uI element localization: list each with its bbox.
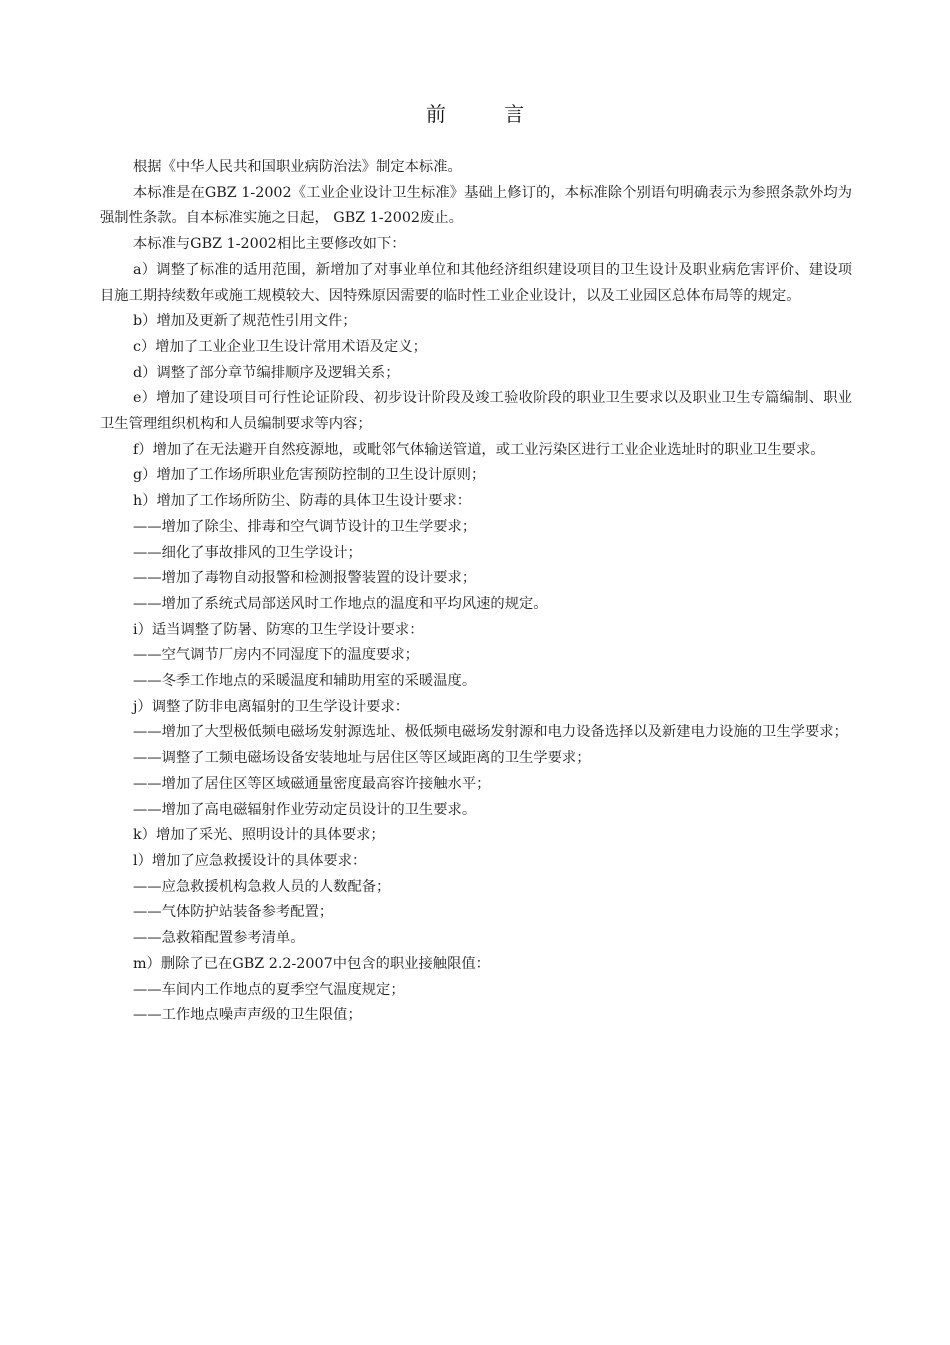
sub-item: ——增加了毒物自动报警和检测报警装置的设计要求； (133, 570, 477, 587)
sub-item: ——急救箱配置参考清单。 (133, 930, 305, 947)
list-item-l: l）增加了应急救援设计的具体要求： (133, 852, 367, 869)
list-item-m: m）删除了已在GBZ 2.2-2007中包含的职业接触限值： (133, 955, 490, 972)
list-item-e: e）增加了建设项目可行性论证阶段、初步设计阶段及竣工验收阶段的职业卫生要求以及职业卫生专篇编制、职业卫生管理组织机构和人员编制要求等内容； (100, 390, 852, 433)
list-item-i: i）适当调整了防暑、防寒的卫生学设计要求： (133, 621, 424, 638)
sub-item: ——增加了除尘、排毒和空气调节设计的卫生学要求； (133, 518, 477, 535)
page-title: 前 言 (425, 102, 551, 126)
list-item-j: j）调整了防非电离辐射的卫生学设计要求： (133, 698, 410, 715)
list-item-f: f）增加了在无法避开自然疫源地，或毗邻气体输送管道，或工业污染区进行工业企业选址时的职业卫生要求。 (133, 441, 825, 458)
sub-item: ——细化了事故排风的卫生学设计； (133, 544, 362, 561)
paragraph-legal-basis: 根据《中华人民共和国职业病防治法》制定本标准。 (133, 159, 462, 175)
sub-item: ——气体防护站装备参考配置； (133, 904, 334, 921)
list-item-g: g）增加了工作场所职业危害预防控制的卫生设计原则； (133, 467, 486, 484)
document-body (100, 155, 852, 1029)
sub-item: ——冬季工作地点的采暖温度和辅助用室的采暖温度。 (133, 673, 477, 690)
sub-item: ——增加了大型极低频电磁场发射源选址、极低频电磁场发射源和电力设备选择以及新建电力设施的卫生学要求； (133, 724, 848, 741)
list-item-h: h）增加了工作场所防尘、防毒的具体卫生设计要求： (133, 493, 472, 510)
list-item-b: b）增加及更新了规范性引用文件； (133, 313, 357, 330)
sub-item: ——增加了高电磁辐射作业劳动定员设计的卫生要求。 (133, 801, 477, 818)
sub-item: ——调整了工频电磁场设备安装地址与居住区等区域距离的卫生学要求； (133, 750, 591, 767)
sub-item: ——工作地点噪声声级的卫生限值； (133, 1007, 362, 1024)
sub-item: ——增加了系统式局部送风时工作地点的温度和平均风速的规定。 (133, 595, 548, 612)
list-item-c: c）增加了工业企业卫生设计常用术语及定义； (133, 338, 427, 355)
list-item-k: k）增加了采光、照明设计的具体要求； (133, 827, 385, 844)
list-item-a: a）调整了标准的适用范围，新增加了对事业单位和其他经济组织建设项目的卫生设计及职业病危害评价、建设项目施工期持续数年或施工规模较大、因特殊原因需要的临时性工业企业设计，以及工业园区总体布局等的规定。 (100, 261, 852, 304)
list-item-d: d）调整了部分章节编排顺序及逻辑关系； (133, 364, 400, 381)
sub-item: ——空气调节厂房内不同湿度下的温度要求； (133, 647, 419, 664)
sub-item: ——车间内工作地点的夏季空气温度规定； (133, 981, 405, 998)
paragraph-revision-note: 本标准是在GBZ 1-2002《工业企业设计卫生标准》基础上修订的，本标准除个别语句明确表示为参照条款外均为强制性条款。自本标准实施之日起， GBZ 1-2002废止。 (100, 184, 852, 227)
sub-item: ——应急救援机构急救人员的人数配备； (133, 878, 391, 895)
paragraph-changes-intro: 本标准与GBZ 1-2002相比主要修改如下： (133, 236, 406, 253)
sub-item: ——增加了居住区等区域磁通量密度最高容许接触水平； (133, 775, 491, 792)
